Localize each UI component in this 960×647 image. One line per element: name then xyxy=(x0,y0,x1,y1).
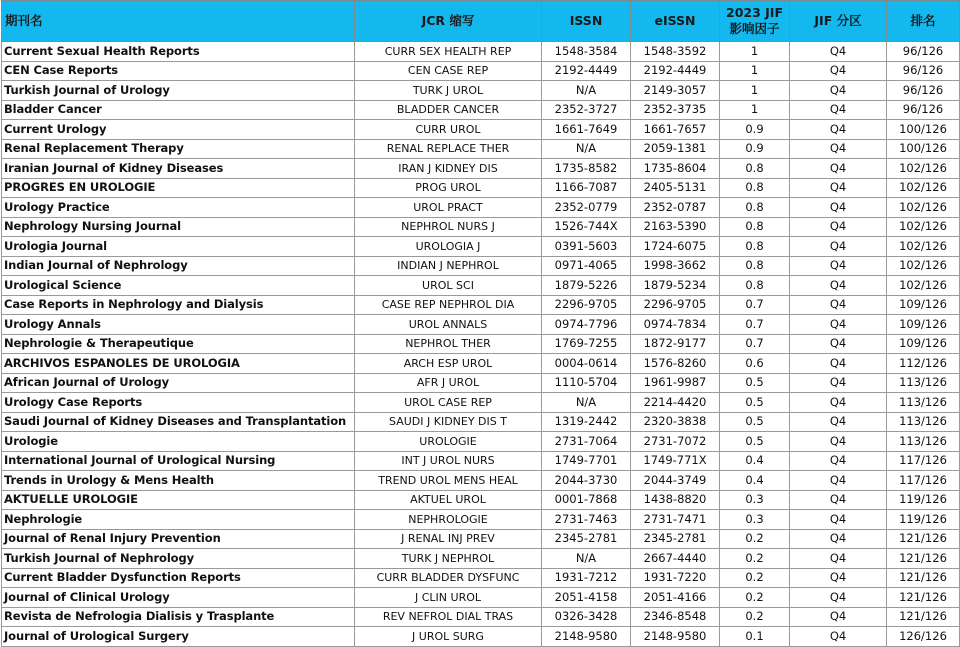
header-impact-factor-year: 2023 JIF xyxy=(726,5,783,20)
cell-journal-name: CEN Case Reports xyxy=(2,61,355,81)
header-eissn: eISSN xyxy=(631,1,720,42)
cell-journal-name: Current Bladder Dysfunction Reports xyxy=(2,568,355,588)
cell-rank: 109/126 xyxy=(887,334,960,354)
cell-issn: N/A xyxy=(542,81,631,101)
cell-impact-factor: 0.7 xyxy=(720,334,790,354)
cell-impact-factor: 0.2 xyxy=(720,568,790,588)
cell-rank: 117/126 xyxy=(887,471,960,491)
cell-journal-name: Revista de Nefrologia Dialisis y Trasplante xyxy=(2,607,355,627)
cell-rank: 96/126 xyxy=(887,61,960,81)
cell-jcr-abbreviation: INDIAN J NEPHROL xyxy=(355,256,542,276)
cell-journal-name: Turkish Journal of Nephrology xyxy=(2,549,355,569)
cell-journal-name: Urology Practice xyxy=(2,198,355,218)
cell-impact-factor: 0.9 xyxy=(720,139,790,159)
cell-issn: 2051-4158 xyxy=(542,588,631,608)
cell-eissn: 2345-2781 xyxy=(631,529,720,549)
cell-rank: 121/126 xyxy=(887,607,960,627)
cell-journal-name: African Journal of Urology xyxy=(2,373,355,393)
table-row xyxy=(2,588,960,608)
cell-journal-name: Indian Journal of Nephrology xyxy=(2,256,355,276)
header-impact-factor xyxy=(720,1,790,42)
table-row xyxy=(2,237,960,257)
cell-journal-name: Current Urology xyxy=(2,120,355,140)
cell-impact-factor: 0.5 xyxy=(720,373,790,393)
cell-quartile: Q4 xyxy=(790,510,887,530)
cell-quartile: Q4 xyxy=(790,159,887,179)
cell-jcr-abbreviation: RENAL REPLACE THER xyxy=(355,139,542,159)
cell-impact-factor: 0.7 xyxy=(720,295,790,315)
cell-eissn: 2051-4166 xyxy=(631,588,720,608)
cell-impact-factor: 0.5 xyxy=(720,393,790,413)
cell-impact-factor: 0.4 xyxy=(720,471,790,491)
cell-journal-name: Nephrology Nursing Journal xyxy=(2,217,355,237)
cell-journal-name: Urologie xyxy=(2,432,355,452)
cell-quartile: Q4 xyxy=(790,120,887,140)
cell-impact-factor: 1 xyxy=(720,61,790,81)
cell-jcr-abbreviation: INT J UROL NURS xyxy=(355,451,542,471)
cell-rank: 102/126 xyxy=(887,256,960,276)
cell-impact-factor: 0.8 xyxy=(720,217,790,237)
cell-quartile: Q4 xyxy=(790,490,887,510)
cell-rank: 121/126 xyxy=(887,568,960,588)
cell-eissn: 2346-8548 xyxy=(631,607,720,627)
table-row xyxy=(2,568,960,588)
cell-quartile: Q4 xyxy=(790,178,887,198)
cell-impact-factor: 0.1 xyxy=(720,627,790,647)
cell-jcr-abbreviation: UROL SCI xyxy=(355,276,542,296)
table-row xyxy=(2,139,960,159)
cell-rank: 102/126 xyxy=(887,237,960,257)
cell-jcr-abbreviation: UROL ANNALS xyxy=(355,315,542,335)
cell-quartile: Q4 xyxy=(790,256,887,276)
cell-jcr-abbreviation: CURR UROL xyxy=(355,120,542,140)
cell-journal-name: PROGRES EN UROLOGIE xyxy=(2,178,355,198)
cell-rank: 102/126 xyxy=(887,198,960,218)
cell-jcr-abbreviation: TURK J NEPHROL xyxy=(355,549,542,569)
cell-rank: 96/126 xyxy=(887,42,960,62)
cell-issn: N/A xyxy=(542,549,631,569)
cell-impact-factor: 0.7 xyxy=(720,315,790,335)
cell-quartile: Q4 xyxy=(790,412,887,432)
journal-table xyxy=(1,0,960,647)
cell-issn: 1166-7087 xyxy=(542,178,631,198)
cell-quartile: Q4 xyxy=(790,451,887,471)
cell-issn: 0004-0614 xyxy=(542,354,631,374)
cell-rank: 102/126 xyxy=(887,276,960,296)
cell-journal-name: Saudi Journal of Kidney Diseases and Transplantation xyxy=(2,412,355,432)
table-body xyxy=(2,42,960,647)
cell-rank: 119/126 xyxy=(887,490,960,510)
table-row xyxy=(2,159,960,179)
header-impact-factor-label: 影响因子 xyxy=(729,21,780,36)
cell-journal-name: Urology Case Reports xyxy=(2,393,355,413)
cell-journal-name: Iranian Journal of Kidney Diseases xyxy=(2,159,355,179)
cell-rank: 102/126 xyxy=(887,178,960,198)
cell-quartile: Q4 xyxy=(790,61,887,81)
cell-quartile: Q4 xyxy=(790,432,887,452)
cell-journal-name: Bladder Cancer xyxy=(2,100,355,120)
cell-journal-name: AKTUELLE UROLOGIE xyxy=(2,490,355,510)
cell-issn: 1661-7649 xyxy=(542,120,631,140)
cell-eissn: 1576-8260 xyxy=(631,354,720,374)
cell-jcr-abbreviation: ARCH ESP UROL xyxy=(355,354,542,374)
cell-issn: 1735-8582 xyxy=(542,159,631,179)
table-row xyxy=(2,627,960,647)
cell-issn: N/A xyxy=(542,393,631,413)
cell-issn: 1931-7212 xyxy=(542,568,631,588)
cell-rank: 119/126 xyxy=(887,510,960,530)
cell-journal-name: Trends in Urology & Mens Health xyxy=(2,471,355,491)
cell-rank: 121/126 xyxy=(887,588,960,608)
cell-impact-factor: 0.8 xyxy=(720,276,790,296)
cell-impact-factor: 0.5 xyxy=(720,412,790,432)
table-row xyxy=(2,393,960,413)
cell-jcr-abbreviation: NEPHROL NURS J xyxy=(355,217,542,237)
cell-journal-name: Journal of Renal Injury Prevention xyxy=(2,529,355,549)
cell-issn: 0001-7868 xyxy=(542,490,631,510)
cell-journal-name: International Journal of Urological Nursing xyxy=(2,451,355,471)
cell-quartile: Q4 xyxy=(790,315,887,335)
table-row xyxy=(2,607,960,627)
table-row xyxy=(2,81,960,101)
cell-eissn: 1735-8604 xyxy=(631,159,720,179)
cell-journal-name: Journal of Clinical Urology xyxy=(2,588,355,608)
cell-impact-factor: 0.3 xyxy=(720,510,790,530)
cell-impact-factor: 0.5 xyxy=(720,432,790,452)
cell-eissn: 2163-5390 xyxy=(631,217,720,237)
cell-impact-factor: 0.8 xyxy=(720,256,790,276)
cell-impact-factor: 0.8 xyxy=(720,237,790,257)
table-row xyxy=(2,61,960,81)
cell-rank: 102/126 xyxy=(887,217,960,237)
cell-impact-factor: 0.9 xyxy=(720,120,790,140)
cell-journal-name: Nephrologie xyxy=(2,510,355,530)
cell-impact-factor: 0.2 xyxy=(720,549,790,569)
cell-jcr-abbreviation: J CLIN UROL xyxy=(355,588,542,608)
cell-jcr-abbreviation: UROLOGIA J xyxy=(355,237,542,257)
cell-impact-factor: 1 xyxy=(720,100,790,120)
cell-quartile: Q4 xyxy=(790,334,887,354)
table-row xyxy=(2,412,960,432)
header-quartile: JIF 分区 xyxy=(790,1,887,42)
cell-eissn: 2044-3749 xyxy=(631,471,720,491)
cell-eissn: 1749-771X xyxy=(631,451,720,471)
cell-jcr-abbreviation: CASE REP NEPHROL DIA xyxy=(355,295,542,315)
cell-eissn: 1879-5234 xyxy=(631,276,720,296)
table-row xyxy=(2,549,960,569)
cell-quartile: Q4 xyxy=(790,139,887,159)
cell-quartile: Q4 xyxy=(790,549,887,569)
cell-issn: 2731-7064 xyxy=(542,432,631,452)
cell-eissn: 2352-0787 xyxy=(631,198,720,218)
cell-journal-name: Urologia Journal xyxy=(2,237,355,257)
table-row xyxy=(2,432,960,452)
cell-issn: 0391-5603 xyxy=(542,237,631,257)
cell-journal-name: ARCHIVOS ESPANOLES DE UROLOGIA xyxy=(2,354,355,374)
cell-quartile: Q4 xyxy=(790,217,887,237)
cell-jcr-abbreviation: UROLOGIE xyxy=(355,432,542,452)
cell-quartile: Q4 xyxy=(790,198,887,218)
table-header-row xyxy=(2,1,960,42)
cell-issn: 1526-744X xyxy=(542,217,631,237)
cell-issn: 1879-5226 xyxy=(542,276,631,296)
cell-eissn: 2192-4449 xyxy=(631,61,720,81)
cell-quartile: Q4 xyxy=(790,354,887,374)
cell-journal-name: Journal of Urological Surgery xyxy=(2,627,355,647)
cell-eissn: 2667-4440 xyxy=(631,549,720,569)
cell-eissn: 1438-8820 xyxy=(631,490,720,510)
table-row xyxy=(2,373,960,393)
cell-jcr-abbreviation: TURK J UROL xyxy=(355,81,542,101)
cell-quartile: Q4 xyxy=(790,373,887,393)
cell-eissn: 2059-1381 xyxy=(631,139,720,159)
header-rank: 排名 xyxy=(887,1,960,42)
cell-impact-factor: 0.6 xyxy=(720,354,790,374)
cell-issn: 1319-2442 xyxy=(542,412,631,432)
cell-eissn: 2149-3057 xyxy=(631,81,720,101)
cell-eissn: 1724-6075 xyxy=(631,237,720,257)
cell-issn: 2731-7463 xyxy=(542,510,631,530)
cell-rank: 113/126 xyxy=(887,373,960,393)
cell-eissn: 1661-7657 xyxy=(631,120,720,140)
cell-eissn: 2731-7471 xyxy=(631,510,720,530)
header-journal-name: 期刊名 xyxy=(2,1,355,42)
cell-rank: 121/126 xyxy=(887,549,960,569)
table-row xyxy=(2,451,960,471)
cell-rank: 109/126 xyxy=(887,295,960,315)
cell-issn: N/A xyxy=(542,139,631,159)
cell-eissn: 2214-4420 xyxy=(631,393,720,413)
table-row xyxy=(2,334,960,354)
table-row xyxy=(2,529,960,549)
table-row xyxy=(2,256,960,276)
table-row xyxy=(2,315,960,335)
cell-issn: 0974-7796 xyxy=(542,315,631,335)
cell-rank: 113/126 xyxy=(887,432,960,452)
cell-jcr-abbreviation: REV NEFROL DIAL TRAS xyxy=(355,607,542,627)
table-row xyxy=(2,198,960,218)
header-jcr-abbreviation: JCR 缩写 xyxy=(355,1,542,42)
cell-jcr-abbreviation: UROL PRACT xyxy=(355,198,542,218)
cell-quartile: Q4 xyxy=(790,295,887,315)
cell-rank: 121/126 xyxy=(887,529,960,549)
cell-journal-name: Turkish Journal of Urology xyxy=(2,81,355,101)
cell-journal-name: Nephrologie & Therapeutique xyxy=(2,334,355,354)
cell-issn: 0971-4065 xyxy=(542,256,631,276)
cell-jcr-abbreviation: J RENAL INJ PREV xyxy=(355,529,542,549)
cell-rank: 112/126 xyxy=(887,354,960,374)
cell-quartile: Q4 xyxy=(790,568,887,588)
cell-issn: 1110-5704 xyxy=(542,373,631,393)
cell-quartile: Q4 xyxy=(790,237,887,257)
cell-eissn: 2731-7072 xyxy=(631,432,720,452)
cell-issn: 1548-3584 xyxy=(542,42,631,62)
cell-jcr-abbreviation: TREND UROL MENS HEAL xyxy=(355,471,542,491)
cell-rank: 96/126 xyxy=(887,81,960,101)
cell-jcr-abbreviation: CURR BLADDER DYSFUNC xyxy=(355,568,542,588)
cell-quartile: Q4 xyxy=(790,607,887,627)
header-issn: ISSN xyxy=(542,1,631,42)
table-row xyxy=(2,354,960,374)
cell-impact-factor: 0.8 xyxy=(720,159,790,179)
cell-quartile: Q4 xyxy=(790,276,887,296)
cell-eissn: 1998-3662 xyxy=(631,256,720,276)
table-row xyxy=(2,295,960,315)
cell-issn: 2192-4449 xyxy=(542,61,631,81)
cell-rank: 113/126 xyxy=(887,412,960,432)
cell-impact-factor: 0.2 xyxy=(720,607,790,627)
cell-eissn: 1931-7220 xyxy=(631,568,720,588)
cell-jcr-abbreviation: BLADDER CANCER xyxy=(355,100,542,120)
cell-issn: 1749-7701 xyxy=(542,451,631,471)
cell-rank: 100/126 xyxy=(887,139,960,159)
cell-quartile: Q4 xyxy=(790,100,887,120)
cell-jcr-abbreviation: AKTUEL UROL xyxy=(355,490,542,510)
table-row xyxy=(2,120,960,140)
cell-jcr-abbreviation: NEPHROLOGIE xyxy=(355,510,542,530)
cell-eissn: 1872-9177 xyxy=(631,334,720,354)
cell-impact-factor: 0.2 xyxy=(720,588,790,608)
cell-eissn: 2405-5131 xyxy=(631,178,720,198)
cell-quartile: Q4 xyxy=(790,471,887,491)
cell-jcr-abbreviation: AFR J UROL xyxy=(355,373,542,393)
cell-jcr-abbreviation: UROL CASE REP xyxy=(355,393,542,413)
table-row xyxy=(2,217,960,237)
table-row xyxy=(2,178,960,198)
cell-issn: 2352-0779 xyxy=(542,198,631,218)
cell-impact-factor: 0.8 xyxy=(720,178,790,198)
table-row xyxy=(2,100,960,120)
cell-rank: 126/126 xyxy=(887,627,960,647)
table-row xyxy=(2,490,960,510)
cell-issn: 2345-2781 xyxy=(542,529,631,549)
cell-issn: 0326-3428 xyxy=(542,607,631,627)
cell-eissn: 0974-7834 xyxy=(631,315,720,335)
cell-journal-name: Current Sexual Health Reports xyxy=(2,42,355,62)
cell-issn: 1769-7255 xyxy=(542,334,631,354)
cell-eissn: 2352-3735 xyxy=(631,100,720,120)
cell-quartile: Q4 xyxy=(790,81,887,101)
cell-quartile: Q4 xyxy=(790,588,887,608)
table-row xyxy=(2,471,960,491)
cell-journal-name: Urological Science xyxy=(2,276,355,296)
cell-impact-factor: 0.3 xyxy=(720,490,790,510)
cell-quartile: Q4 xyxy=(790,627,887,647)
cell-rank: 96/126 xyxy=(887,100,960,120)
cell-jcr-abbreviation: CEN CASE REP xyxy=(355,61,542,81)
cell-eissn: 1548-3592 xyxy=(631,42,720,62)
cell-eissn: 2320-3838 xyxy=(631,412,720,432)
cell-impact-factor: 0.8 xyxy=(720,198,790,218)
cell-rank: 109/126 xyxy=(887,315,960,335)
cell-quartile: Q4 xyxy=(790,42,887,62)
cell-impact-factor: 1 xyxy=(720,42,790,62)
cell-quartile: Q4 xyxy=(790,529,887,549)
cell-issn: 2296-9705 xyxy=(542,295,631,315)
table-row xyxy=(2,42,960,62)
cell-quartile: Q4 xyxy=(790,393,887,413)
cell-journal-name: Case Reports in Nephrology and Dialysis xyxy=(2,295,355,315)
cell-impact-factor: 0.4 xyxy=(720,451,790,471)
cell-eissn: 1961-9987 xyxy=(631,373,720,393)
cell-issn: 2044-3730 xyxy=(542,471,631,491)
cell-jcr-abbreviation: IRAN J KIDNEY DIS xyxy=(355,159,542,179)
table-row xyxy=(2,510,960,530)
cell-rank: 102/126 xyxy=(887,159,960,179)
cell-jcr-abbreviation: NEPHROL THER xyxy=(355,334,542,354)
cell-eissn: 2296-9705 xyxy=(631,295,720,315)
cell-rank: 100/126 xyxy=(887,120,960,140)
cell-impact-factor: 0.2 xyxy=(720,529,790,549)
cell-jcr-abbreviation: J UROL SURG xyxy=(355,627,542,647)
cell-rank: 113/126 xyxy=(887,393,960,413)
cell-impact-factor: 1 xyxy=(720,81,790,101)
cell-issn: 2148-9580 xyxy=(542,627,631,647)
cell-jcr-abbreviation: CURR SEX HEALTH REP xyxy=(355,42,542,62)
cell-jcr-abbreviation: PROG UROL xyxy=(355,178,542,198)
cell-eissn: 2148-9580 xyxy=(631,627,720,647)
cell-journal-name: Renal Replacement Therapy xyxy=(2,139,355,159)
cell-journal-name: Urology Annals xyxy=(2,315,355,335)
table-row xyxy=(2,276,960,296)
cell-jcr-abbreviation: SAUDI J KIDNEY DIS T xyxy=(355,412,542,432)
cell-rank: 117/126 xyxy=(887,451,960,471)
cell-issn: 2352-3727 xyxy=(542,100,631,120)
